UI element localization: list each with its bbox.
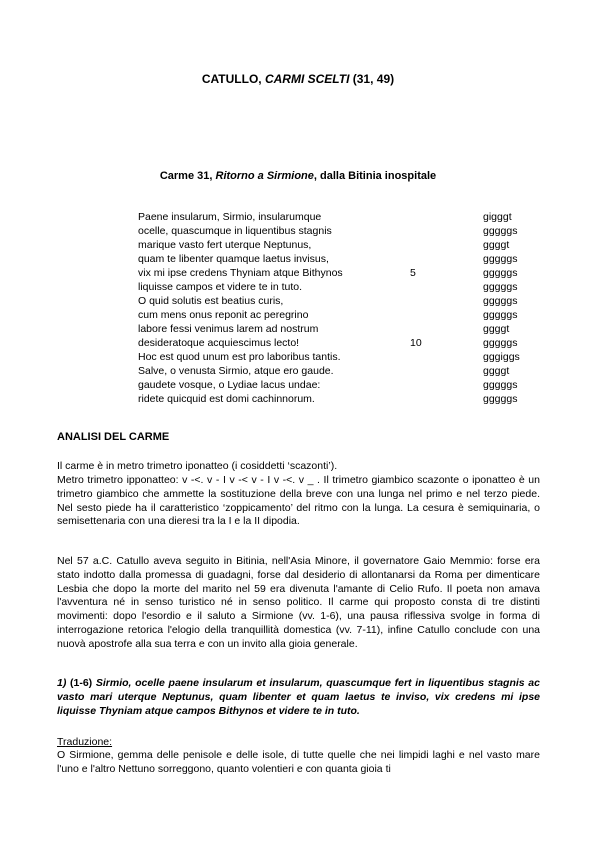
poem-line-text: ridete quicquid est domi cachinnorum. xyxy=(138,393,315,405)
section-1-range: (1-6) xyxy=(66,677,96,689)
poem-line xyxy=(138,336,558,350)
poem-line-meter: ggggt xyxy=(483,239,510,251)
poem-line-text: labore fessi venimus larem ad nostrum xyxy=(138,323,319,335)
poem-line-meter: gggggs xyxy=(483,281,518,293)
title-suffix: (31, 49) xyxy=(349,72,395,86)
poem-line-meter: gggggs xyxy=(483,225,518,237)
poem-line-meter: gggggs xyxy=(483,379,518,391)
metre-note: Il carme è in metro trimetro iponatteo (i cosiddetti ‘scazonti’). xyxy=(57,460,338,472)
translation-text: O Sirmione, gemma delle penisole e delle isole, di tutte quelle che nei limpidi laghi e nel vasto mare l'uno e l'altro Nettuno sorreggono, quanto volentieri e con quanta gioia ti xyxy=(57,749,540,775)
poem-line xyxy=(138,392,558,406)
title-italic: CARMI SCELTI xyxy=(264,72,350,86)
poem-line-meter: ggggt xyxy=(483,323,510,335)
poem-line xyxy=(138,210,558,224)
poem-line-meter: gggggs xyxy=(483,309,518,321)
poem-line xyxy=(138,364,558,378)
poem-line xyxy=(138,266,558,280)
poem-line-meter: gggggs xyxy=(483,253,518,265)
poem-line-text: cum mens onus reponit ac peregrino xyxy=(138,309,309,321)
poem-line-text: quam te libenter quamque laetus invisus, xyxy=(138,253,329,265)
poem-line-number: 10 xyxy=(410,337,422,349)
subtitle-italic: Ritorno a Sirmione xyxy=(215,170,314,182)
poem-line-text: vix mi ipse credens Thyniam atque Bithynos xyxy=(138,267,343,279)
poem-line-meter: gigggt xyxy=(483,211,512,223)
poem-line xyxy=(138,252,558,266)
poem-line xyxy=(138,224,558,238)
poem-line xyxy=(138,238,558,252)
poem-text-block xyxy=(138,210,558,406)
subtitle-suffix: , dalla Bitinia inospitale xyxy=(313,170,437,182)
section-1-latin xyxy=(57,677,540,718)
title-prefix: CATULLO, xyxy=(201,72,265,86)
poem-line-meter: gggiggs xyxy=(483,351,520,363)
subtitle-prefix: Carme 31, xyxy=(159,170,216,182)
poem-line xyxy=(138,322,558,336)
poem-line-text: Hoc est quod unum est pro laboribus tantis. xyxy=(138,351,341,363)
poem-line-text: ocelle, quascumque in liquentibus stagnis xyxy=(138,225,332,237)
poem-line-meter: gggggs xyxy=(483,337,518,349)
section-1-latin-text: Sirmio, ocelle paene insularum et insularum, quascumque fert in liquentibus stagnis ac vasto mari uterque Neptunus, quam libenter et quam laetus te inviso, vix credens mi ipse liquisse Thyniam atque campos Bithynos et videre te in tuto. xyxy=(57,677,540,717)
translation-label: Traduzione: xyxy=(57,736,113,748)
poem-line-meter: ggggt xyxy=(483,365,510,377)
poem-line-text: O quid solutis est beatius curis, xyxy=(138,295,284,307)
poem-line xyxy=(138,378,558,392)
poem-line xyxy=(138,280,558,294)
poem-line-text: Salve, o venusta Sirmio, atque ero gaude. xyxy=(138,365,334,377)
poem-line xyxy=(138,350,558,364)
metre-description: Metro trimetro ipponatteo: v -<. v - I v -< v - I v -<. v _ . Il trimetro giambico scazonte o iponatteo è un trimetro giambico che ammette la sostituzione della breve con una lunga nel primo e nel terzo piede. Nel sesto piede ha il caratteristico ‘zoppicamento’ del ritmo con la lunga. La cesura è semiquinaria, o semisettenaria con una dieresi tra la I e la II dipodia. xyxy=(57,474,540,528)
historical-context: Nel 57 a.C. Catullo aveva seguito in Bitinia, nell'Asia Minore, il governatore Gaio Memmio: forse era stato indotto dalla promessa di guadagni, forse dal desiderio di allontanarsi da Roma per dimenticare Lesbia che dopo la morte del marito nel 59 era divenuta l'amante di Celio Rufo. Il poeta non amava l'avventura né in senso turistico né in senso politico. Il carme qui proposto consta di tre distinti movimenti: dopo l'esordio e il saluto a Sirmione (vv. 1-6), una pausa riflessiva svolge in forma di interrogazione retorica l'elogio della tranquillità domestica (vv. 7-11), infine Catullo conclude con una nuovà apostrofe alla sua terra e con un invito alla gioia generale. xyxy=(57,555,540,650)
poem-line-text: gaudete vosque, o Lydiae lacus undae: xyxy=(138,379,321,391)
poem-line xyxy=(138,294,558,308)
section-1-number: 1) xyxy=(57,677,67,689)
poem-line-text: marique vasto fert uterque Neptunus, xyxy=(138,239,312,251)
poem-line-text: desideratoque acquiescimus lecto! xyxy=(138,337,300,349)
poem-line-number: 5 xyxy=(410,267,416,279)
poem-line-meter: gggggs xyxy=(483,393,518,405)
poem-line-meter: gggggs xyxy=(483,267,518,279)
analysis-heading: ANALISI DEL CARME xyxy=(57,431,170,443)
poem-line xyxy=(138,308,558,322)
poem-line-text: Paene insularum, Sirmio, insularumque xyxy=(138,211,322,223)
poem-subtitle xyxy=(0,170,596,182)
poem-line-meter: gggggs xyxy=(483,295,518,307)
page-title xyxy=(0,72,596,86)
poem-line-text: liquisse campos et videre te in tuto. xyxy=(138,281,303,293)
